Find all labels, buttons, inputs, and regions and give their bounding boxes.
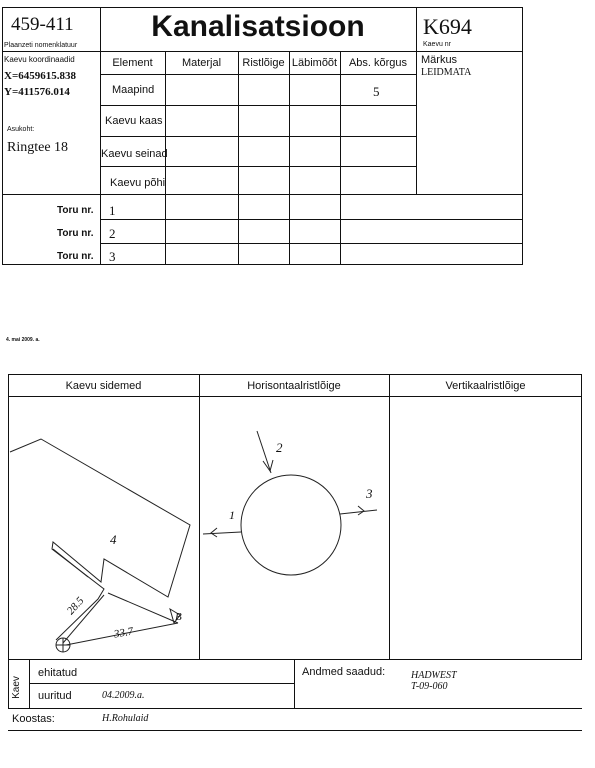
coordinate-x: X=6459615.838: [4, 70, 76, 82]
sketch-label-building: 4: [110, 532, 117, 547]
horizontal-section-sketch: [199, 397, 389, 659]
page-title: Kanalisatsioon: [151, 10, 365, 43]
remarks-value: LEIDMATA: [421, 67, 472, 78]
coordinates-label: Kaevu koordinaadid: [4, 55, 75, 64]
divider: [100, 74, 416, 75]
pipe-value: 1: [109, 203, 116, 218]
pipe-line-1: [203, 532, 241, 534]
divider: [8, 708, 582, 709]
divider: [8, 660, 9, 708]
well-connections-sketch: [8, 397, 199, 659]
divider: [2, 194, 523, 195]
divider: [100, 219, 523, 220]
surveyed-label: uuritud: [38, 690, 72, 702]
date-note: 4. mai 2009. a.: [6, 337, 40, 343]
pipe-label: Toru nr.: [57, 251, 94, 262]
row-element: Kaevu põhi: [110, 177, 166, 189]
divider: [294, 660, 295, 708]
col-header-abs-height: Abs. kõrgus: [348, 57, 408, 69]
diagram-header-horizontal: Horisontaalristlõige: [247, 380, 341, 392]
divider: [8, 730, 582, 731]
pipe-value: 2: [109, 226, 116, 241]
col-header-material: Materjal: [181, 57, 222, 69]
data-from-label: Andmed saadud:: [302, 666, 386, 678]
footer-side-label: Kaev: [10, 676, 22, 699]
divider: [100, 243, 523, 244]
diagram-header-vertical: Vertikaalristlõige: [445, 380, 526, 392]
divider: [100, 136, 416, 137]
row-element: Maapind: [112, 84, 155, 96]
pipe-label-3: 3: [366, 486, 373, 501]
divider: [416, 7, 417, 194]
divider: [29, 660, 30, 708]
surveyed-value: 04.2009.a.: [102, 690, 145, 701]
pipe-line-3: [340, 510, 377, 514]
divider: [389, 374, 390, 660]
sheet-number-label: Plaanzeti nomenklatuur: [4, 42, 78, 49]
well-number-label: Kaevu nr: [423, 41, 452, 48]
location-label: Asukoht:: [7, 126, 35, 133]
pipe-label: Toru nr.: [57, 205, 94, 216]
row-element: Kaevu kaas: [105, 115, 163, 127]
divider: [100, 166, 416, 167]
coordinate-y: Y=411576.014: [4, 86, 70, 98]
compiled-value: H.Rohulaid: [102, 713, 149, 724]
pipe-value: 3: [109, 249, 116, 264]
compiled-label: Koostas:: [12, 713, 55, 725]
data-from-code: T-09-060: [411, 681, 448, 692]
divider: [2, 51, 523, 52]
distance-line: [108, 593, 178, 623]
well-number: K694: [423, 14, 472, 39]
well-circle: [241, 475, 341, 575]
pipe-label-1: 1: [229, 508, 235, 522]
row-element: Kaevu seinad: [101, 148, 168, 160]
building-lower: [53, 549, 88, 577]
built-label: ehitatud: [38, 667, 78, 679]
divider: [100, 105, 416, 106]
sketch-label-distance1: 28.5: [64, 594, 87, 618]
data-from-value: HADWEST: [411, 670, 457, 681]
divider: [29, 683, 294, 684]
divider: [289, 51, 290, 265]
sheet-number: 459-411: [11, 14, 74, 35]
diagram-header-connections: Kaevu sidemed: [65, 380, 142, 392]
col-header-diameter: Läbimõõt: [291, 57, 338, 69]
pipe-line-2: [257, 431, 271, 473]
building-outline: [10, 439, 190, 640]
pipe-label-2: 2: [276, 440, 283, 455]
sketch-label-distance2: 33.7: [113, 625, 135, 641]
remarks-label: Märkus: [421, 54, 458, 66]
location-value: Ringtee 18: [7, 140, 69, 155]
col-header-cross-section: Ristlõige: [242, 57, 285, 69]
divider: [238, 51, 239, 265]
pipe-label: Toru nr.: [57, 228, 94, 239]
divider: [340, 51, 341, 265]
col-header-element: Element: [112, 57, 153, 69]
sketch-label-corner: B: [175, 611, 182, 623]
row-abs-height: 5: [373, 84, 380, 99]
